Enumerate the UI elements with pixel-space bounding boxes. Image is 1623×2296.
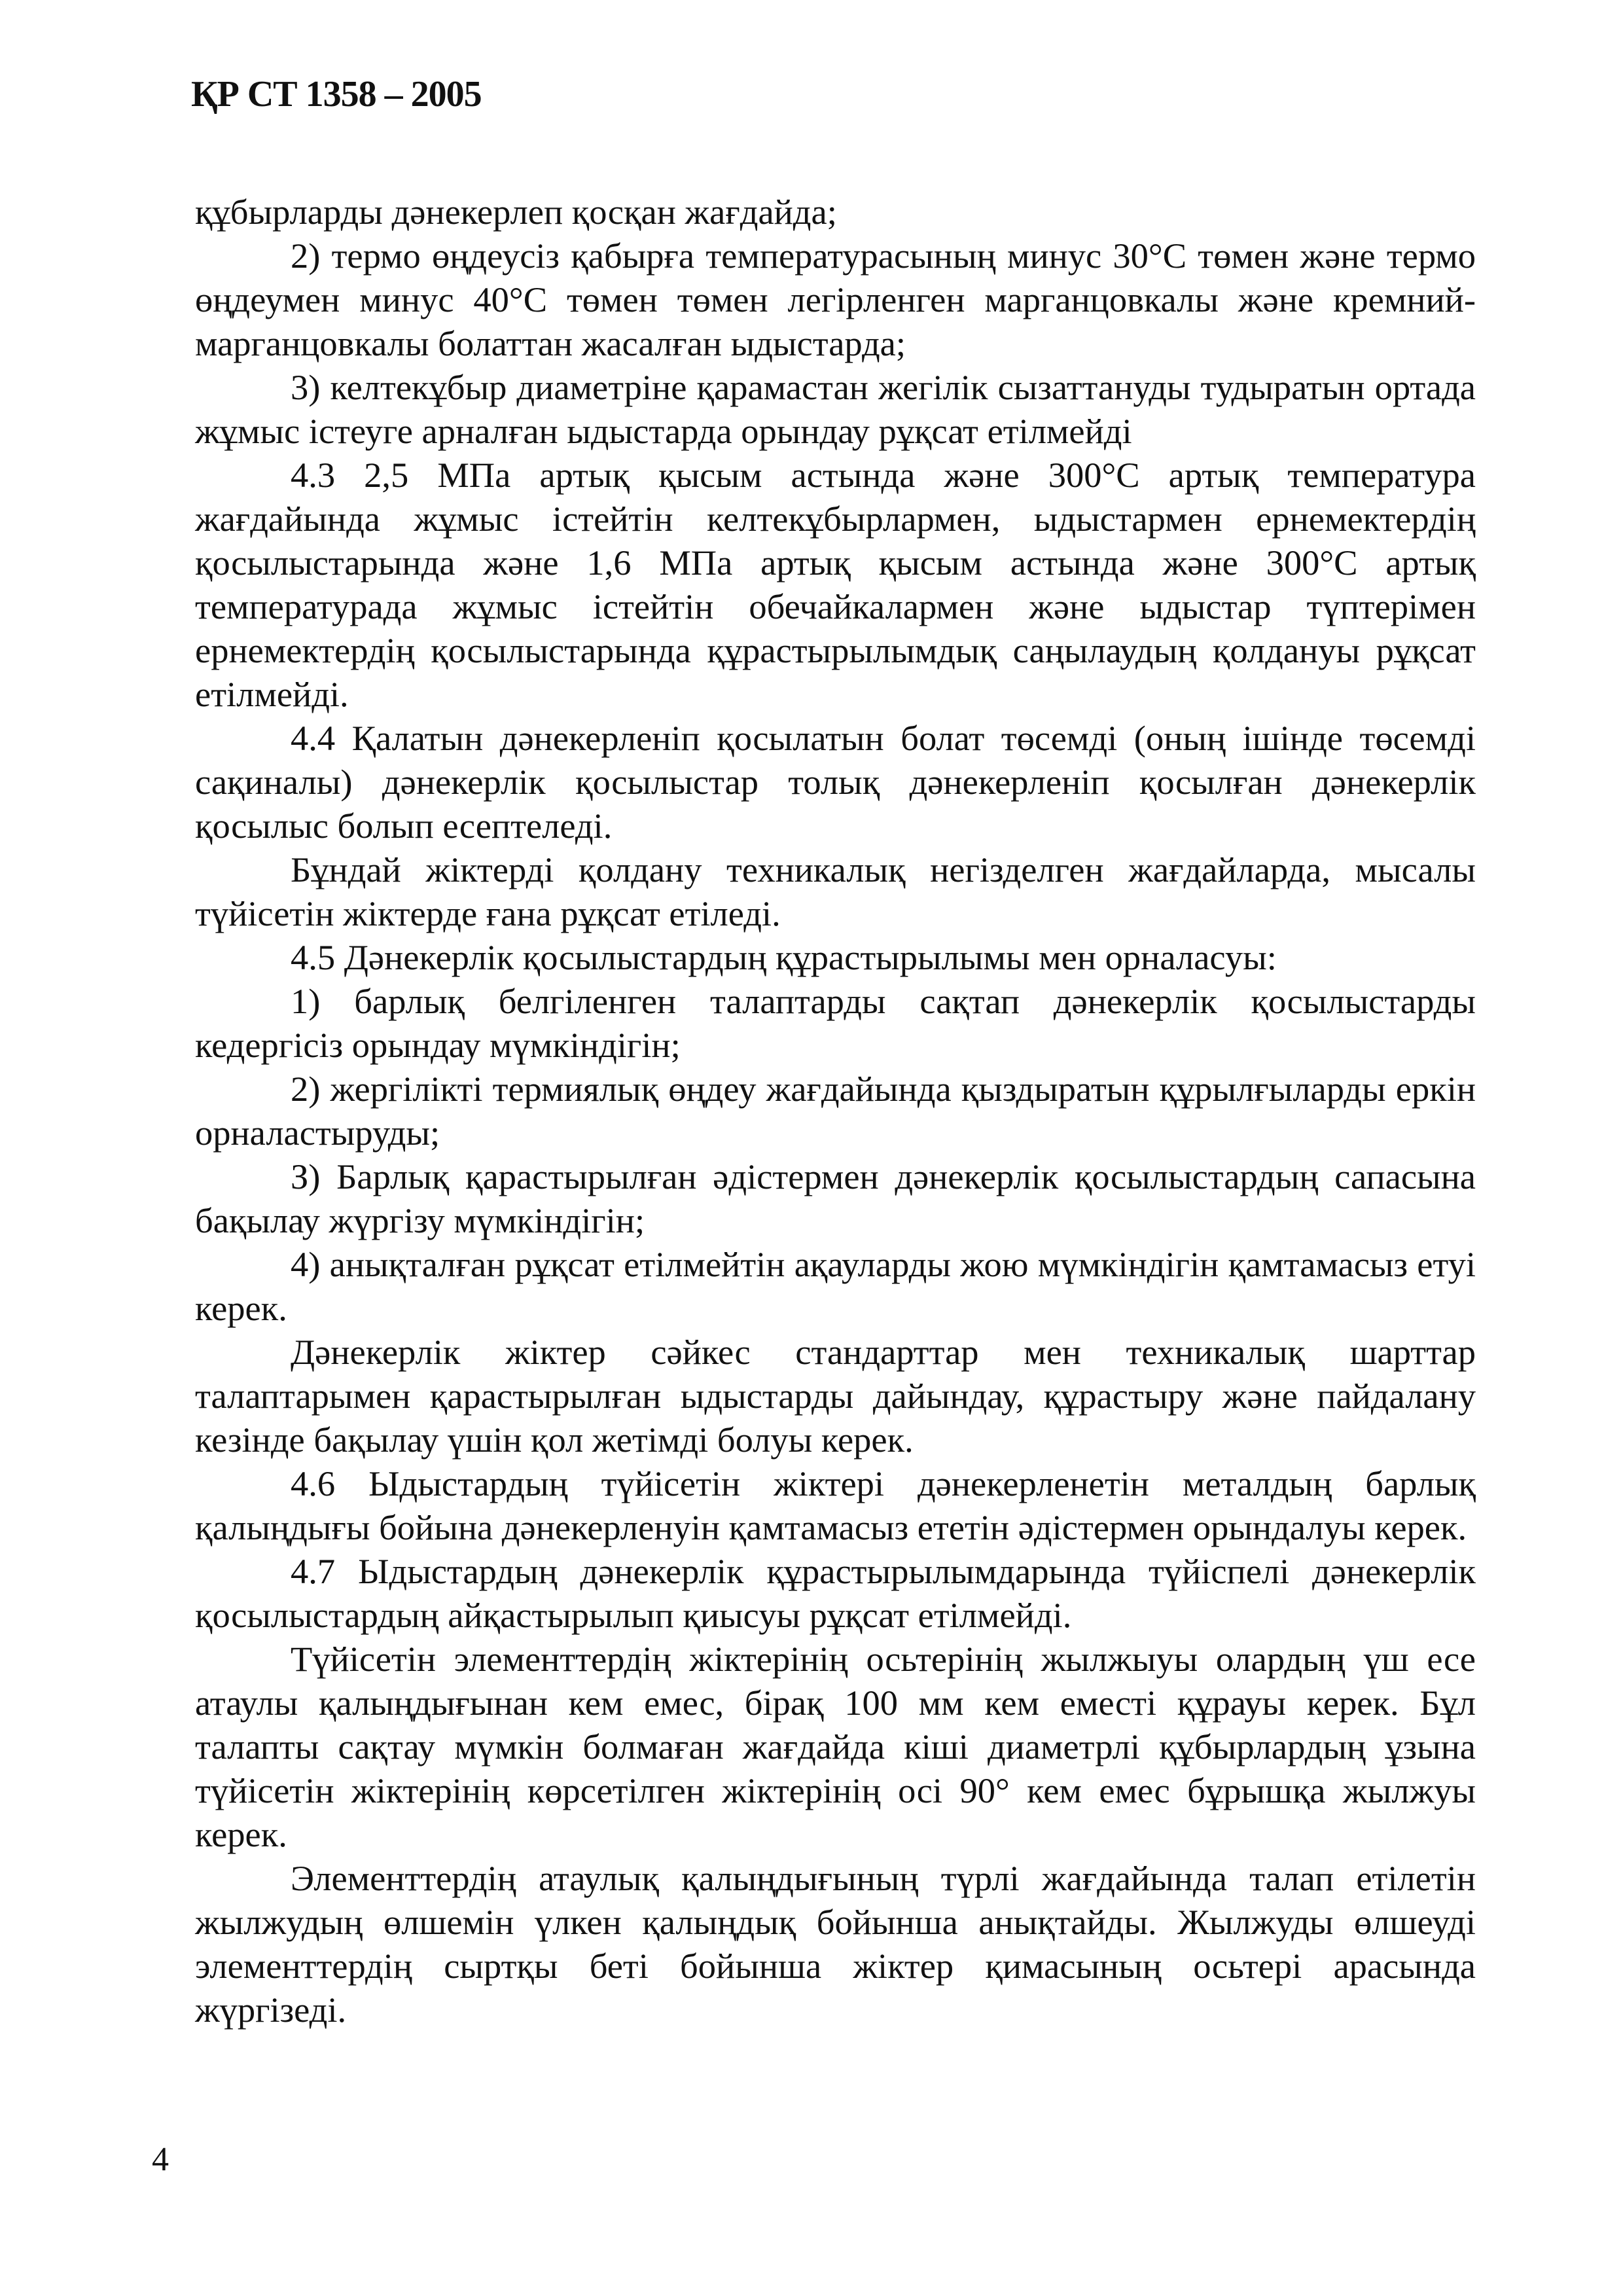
paragraph: 4.3 2,5 МПа артық қысым астында және 300°С артық температура жағдайында жұмыс істейтін келтекұбырлармен, ыдыстармен ернемектердің қосылыстарында және 1,6 МПа артық қысым астында және 300°С артық температурада жұмыс істейтін обечайкалармен және ыдыстар түптерімен ернемектердің қосылыстарында құрастырылымдық саңылаудың қолдануы рұқсат етілмейді.	[195, 455, 1476, 714]
paragraph: 4.4 Қалатын дәнекерленіп қосылатын болат төсемді (оның ішінде төсемді сақиналы) дәнекерлік қосылыстар толық дәнекерленіп қосылған дәнекерлік қосылыс болып есептеледі.	[195, 718, 1476, 846]
page-number: 4	[152, 2141, 169, 2178]
paragraph: З) Барлық қарастырылған әдістермен дәнекерлік қосылыстардың сапасына бақылау жүргізу мүмкіндігін;	[195, 1157, 1476, 1240]
paragraph: құбырларды дәнекерлеп қосқан жағдайда;	[195, 192, 837, 232]
paragraph: Бұндай жіктерді қолдану техникалық негізделген жағдайларда, мысалы түйісетін жіктерде ғана рұқсат етіледі.	[195, 850, 1476, 933]
paragraph: 4.5 Дәнекерлік қосылыстардың құрастырылымы мен орналасуы:	[291, 937, 1277, 977]
paragraph: Дәнекерлік жіктер сәйкес стандарттар мен техникалық шарттар талаптарымен қарастырылған ыдыстарды дайындау, құрастыру және пайдалану кезінде бақылау үшін қол жетімді болуы керек.	[195, 1332, 1476, 1460]
paragraph: 4.7 Ыдыстардың дәнекерлік құрастырылымдарында түйіспелі дәнекерлік қосылыстардың айқастырылып қиысуы рұқсат етілмейді.	[195, 1551, 1476, 1635]
paragraph: 2) термо өңдеусіз қабырға температурасының минус 30°С төмен және термо өңдеумен минус 40°С төмен төмен легірленген марганцовкалы және кремний-марганцовкалы болаттан жасалған ыдыстарда;	[195, 236, 1476, 363]
paragraph: Түйісетін элементтердің жіктерінің осьтерінің жылжыуы олардың үш есе атаулы қалыңдығынан кем емес, бірақ 100 мм кем еместі құрауы керек. Бұл талапты сақтау мүмкін болмаған жағдайда кіші диаметрлі құбырлардың ұзына түйісетін жіктерінің көрсетілген жіктерінің осі 90° кем емес бұрышқа жылжуы керек.	[195, 1639, 1476, 1854]
document-code-header: ҚР СТ 1358 – 2005	[191, 74, 482, 115]
paragraph: 1) барлық белгіленген талаптарды сақтап дәнекерлік қосылыстарды кедергісіз орындау мүмкіндігін;	[195, 981, 1476, 1065]
paragraph: Элементтердің атаулық қалыңдығының түрлі жағдайында талап етілетін жылжудың өлшемін үлкен қалыңдық бойынша анықтайды. Жылжуды өлшеуді элементтердің сыртқы беті бойынша жіктер қимасының осьтері арасында жүргізеді.	[195, 1858, 1476, 2030]
body-text	[195, 190, 1476, 2032]
paragraph: 2) жергілікті термиялық өңдеу жағдайында қыздыратын құрылғыларды еркін орналастыруды;	[195, 1069, 1476, 1153]
paragraph: 4) анықталған рұқсат етілмейтін ақауларды жою мүмкіндігін қамтамасыз етуі керек.	[195, 1244, 1476, 1328]
paragraph: 4.6 Ыдыстардың түйісетін жіктері дәнекерленетін металдың барлық қалыңдығы бойына дәнекерленуін қамтамасыз ететін әдістермен орындалуы керек.	[195, 1463, 1476, 1547]
paragraph: 3) келтекұбыр диаметріне қарамастан жегілік сызаттануды тудыратын ортада жұмыс істеуге арналған ыдыстарда орындау рұқсат етілмейді	[195, 367, 1476, 451]
